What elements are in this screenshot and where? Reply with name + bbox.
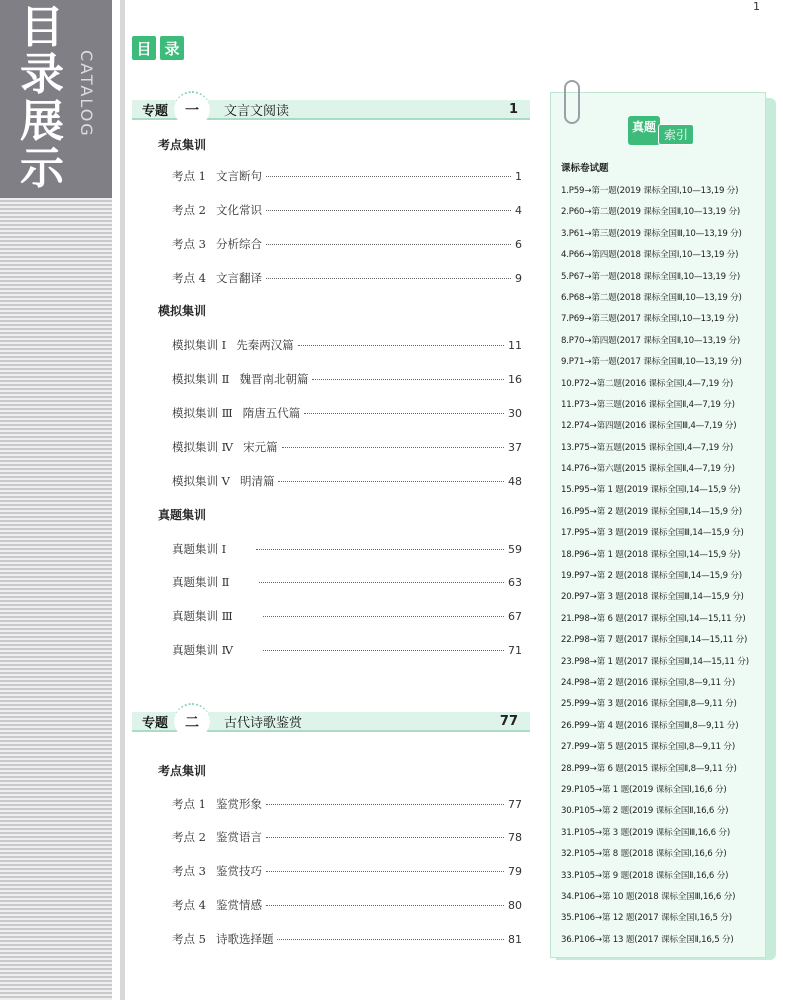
toc-page: 6 — [515, 238, 522, 251]
toc-label: 模拟集训 Ⅳ — [172, 440, 234, 454]
index-item[interactable]: 12.P74→第四题(2016 课标全国Ⅲ,4—7,19 分) — [561, 421, 737, 432]
banner-title-char: 录 — [20, 49, 64, 100]
toc-leader — [278, 481, 504, 482]
toc-entry[interactable] — [172, 371, 522, 387]
index-item[interactable]: 16.P95→第 2 题(2019 课标全国Ⅱ,14—15,9 分) — [561, 506, 742, 517]
toc-entry[interactable] — [172, 405, 522, 421]
toc-label: 考点 3 — [172, 237, 206, 251]
toc-leader — [259, 582, 504, 583]
index-item[interactable]: 3.P61→第三题(2019 课标全国Ⅲ,10—13,19 分) — [561, 228, 742, 239]
topic-page: 77 — [499, 713, 518, 729]
index-item[interactable]: 6.P68→第二题(2018 课标全国Ⅲ,10—13,19 分) — [561, 292, 742, 303]
toc-label: 模拟集训 Ⅴ — [172, 474, 230, 488]
toc-entry[interactable] — [172, 270, 522, 286]
toc-page: 77 — [508, 798, 522, 811]
index-item[interactable]: 20.P97→第 3 题(2018 课标全国Ⅲ,14—15,9 分) — [561, 592, 744, 603]
toc-label: 模拟集训 Ⅲ — [172, 406, 233, 420]
index-item[interactable]: 22.P98→第 7 题(2017 课标全国Ⅱ,14—15,11 分) — [561, 635, 748, 646]
toc-entry[interactable] — [172, 642, 522, 658]
page-divider — [120, 0, 125, 1000]
toc-entry[interactable] — [172, 796, 522, 812]
toc-leader — [304, 413, 504, 414]
toc-page: 30 — [508, 407, 522, 420]
topic-header — [132, 712, 530, 732]
toc-label: 考点 3 — [172, 864, 206, 878]
toc-entry[interactable] — [172, 931, 522, 947]
toc-leader — [277, 939, 504, 940]
section-title: 模拟集训 — [158, 304, 207, 318]
toc-title: 先秦两汉篇 — [236, 338, 294, 352]
banner-title-char: 展 — [20, 96, 64, 147]
index-item[interactable]: 28.P99→第 6 题(2015 课标全国Ⅱ,8—9,11 分) — [561, 763, 737, 774]
toc-label: 考点 2 — [172, 830, 206, 844]
index-item[interactable]: 24.P98→第 2 题(2016 课标全国Ⅰ,8—9,11 分) — [561, 677, 735, 688]
index-item[interactable]: 9.P71→第一题(2017 课标全国Ⅲ,10—13,19 分) — [561, 357, 742, 368]
toc-title: 文言断句 — [215, 169, 262, 183]
index-subtitle: 课标卷试题 — [561, 163, 609, 174]
toc-page: 80 — [508, 899, 522, 912]
topic-number: 一 — [174, 91, 210, 127]
toc-entry[interactable] — [172, 574, 522, 590]
toc-page: 37 — [508, 441, 522, 454]
index-item[interactable]: 23.P98→第 1 题(2017 课标全国Ⅲ,14—15,11 分) — [561, 656, 749, 667]
toc-title: 鉴赏形象 — [215, 797, 262, 811]
toc-label: 真题集训 Ⅲ — [172, 609, 233, 623]
topic-page: 1 — [508, 101, 518, 117]
section-title: 真题集训 — [158, 508, 207, 522]
toc-page: 63 — [508, 576, 522, 589]
index-item[interactable]: 31.P105→第 3 题(2019 课标全国Ⅲ,16,6 分) — [561, 827, 730, 838]
toc-page: 71 — [508, 644, 522, 657]
toc-title: 文化常识 — [215, 203, 262, 217]
index-title — [628, 116, 694, 145]
index-item[interactable]: 11.P73→第三题(2016 课标全国Ⅱ,4—7,19 分) — [561, 399, 735, 410]
index-item[interactable]: 10.P72→第二题(2016 课标全国Ⅰ,4—7,19 分) — [561, 378, 734, 389]
index-item[interactable]: 13.P75→第五题(2015 课标全国Ⅰ,4—7,19 分) — [561, 442, 734, 453]
toc-entry[interactable] — [172, 829, 522, 845]
toc-title: 诗歌选择题 — [215, 932, 274, 946]
index-item[interactable]: 1.P59→第一题(2019 课标全国Ⅰ,10—13,19 分) — [561, 186, 739, 196]
toc-entry[interactable] — [172, 337, 522, 353]
toc-title: 鉴赏情感 — [215, 898, 262, 912]
toc-leader — [266, 244, 511, 245]
toc-label: 考点 4 — [172, 898, 206, 912]
toc-label: 真题集训 Ⅳ — [172, 643, 234, 657]
toc-page: 11 — [508, 339, 522, 352]
toc-title: 鉴赏技巧 — [215, 864, 262, 878]
toc-leader — [282, 447, 504, 448]
toc-page: 81 — [508, 933, 522, 946]
topic-title: 古代诗歌鉴赏 — [224, 715, 303, 731]
toc-page: 67 — [508, 610, 522, 623]
toc-title: 鉴赏语言 — [215, 830, 262, 844]
toc-label: 模拟集训 Ⅰ — [172, 338, 227, 352]
index-item[interactable]: 30.P105→第 2 题(2019 课标全国Ⅱ,16,6 分) — [561, 806, 729, 817]
toc-page: 48 — [508, 475, 522, 488]
toc-page: 9 — [515, 272, 522, 285]
toc-leader — [266, 804, 504, 805]
section-title: 考点集训 — [158, 138, 207, 152]
toc-title: 宋元篇 — [243, 440, 278, 454]
index-item[interactable]: 35.P106→第 12 题(2017 课标全国Ⅰ,16,5 分) — [561, 913, 732, 924]
topic-header — [132, 100, 530, 120]
toc-entry[interactable] — [172, 473, 522, 489]
toc-entry[interactable] — [172, 236, 522, 252]
index-item[interactable]: 36.P106→第 13 题(2017 课标全国Ⅱ,16,5 分) — [561, 934, 734, 945]
index-item[interactable]: 4.P66→第四题(2018 课标全国Ⅰ,10—13,19 分) — [561, 250, 739, 261]
banner-header — [0, 0, 112, 198]
index-item[interactable]: 14.P76→第六题(2015 课标全国Ⅱ,4—7,19 分) — [561, 464, 735, 475]
topic-label: 专题 — [142, 715, 169, 731]
toc-leader — [266, 871, 504, 872]
toc-leader — [263, 650, 504, 651]
toc-leader — [266, 905, 504, 906]
toc-entry[interactable] — [172, 202, 522, 218]
toc-leader — [298, 345, 504, 346]
index-item[interactable]: 18.P96→第 1 题(2018 课标全国Ⅰ,14—15,9 分) — [561, 549, 741, 560]
topic-label: 专题 — [142, 103, 169, 119]
toc-leader — [266, 210, 511, 211]
index-item[interactable]: 19.P97→第 2 题(2018 课标全国Ⅱ,14—15,9 分) — [561, 571, 742, 582]
page-heading — [132, 36, 184, 60]
paperclip-icon — [564, 80, 580, 124]
toc-page: 1 — [515, 170, 522, 183]
toc-label: 真题集训 Ⅱ — [172, 575, 230, 589]
topic-number: 二 — [174, 703, 210, 739]
banner-catalog-text: CATALOG — [77, 50, 96, 138]
index-title-a: 真题 — [628, 116, 660, 145]
index-item[interactable]: 5.P67→第一题(2018 课标全国Ⅱ,10—13,19 分) — [561, 271, 740, 282]
index-list — [561, 184, 761, 954]
page-number: 1 — [753, 0, 760, 13]
index-item[interactable]: 25.P99→第 3 题(2016 课标全国Ⅱ,8—9,11 分) — [561, 699, 737, 710]
toc-leader — [263, 616, 504, 617]
toc-label: 考点 2 — [172, 203, 206, 217]
toc-label: 考点 1 — [172, 797, 206, 811]
index-item[interactable]: 21.P98→第 6 题(2017 课标全国Ⅰ,14—15,11 分) — [561, 613, 746, 624]
toc-entry[interactable] — [172, 863, 522, 879]
index-item[interactable]: 32.P105→第 8 题(2018 课标全国Ⅰ,16,6 分) — [561, 849, 727, 860]
toc-leader — [266, 278, 511, 279]
index-item[interactable]: 34.P106→第 10 题(2018 课标全国Ⅲ,16,6 分) — [561, 891, 736, 902]
toc-title: 文言翻译 — [215, 271, 262, 285]
toc-leader — [256, 549, 504, 550]
index-item[interactable]: 17.P95→第 3 题(2019 课标全国Ⅲ,14—15,9 分) — [561, 528, 744, 539]
index-item[interactable]: 26.P99→第 4 题(2016 课标全国Ⅲ,8—9,11 分) — [561, 720, 739, 731]
toc-label: 考点 1 — [172, 169, 206, 183]
toc-leader — [266, 176, 511, 177]
toc-page: 4 — [515, 204, 522, 217]
toc-label: 真题集训 Ⅰ — [172, 542, 227, 556]
toc-entry[interactable] — [172, 897, 522, 913]
banner-title-char: 示 — [20, 143, 64, 194]
toc-entry[interactable] — [172, 608, 522, 624]
banner-title-char: 目 — [20, 2, 64, 53]
heading-char: 目 — [132, 36, 156, 60]
toc-leader — [266, 837, 504, 838]
toc-title: 魏晋南北朝篇 — [239, 372, 309, 386]
index-item[interactable]: 29.P105→第 1 题(2019 课标全国Ⅰ,16,6 分) — [561, 784, 727, 795]
toc-entry[interactable] — [172, 439, 522, 455]
toc-title: 隋唐五代篇 — [242, 406, 301, 420]
topic-title: 文言文阅读 — [224, 103, 290, 119]
index-item[interactable]: 2.P60→第二题(2019 课标全国Ⅱ,10—13,19 分) — [561, 207, 740, 218]
toc-label: 模拟集训 Ⅱ — [172, 372, 230, 386]
toc-page: 79 — [508, 865, 522, 878]
toc-page: 78 — [508, 831, 522, 844]
toc-label: 考点 5 — [172, 932, 206, 946]
toc-entry[interactable] — [172, 541, 522, 557]
toc-page: 59 — [508, 543, 522, 556]
index-item[interactable]: 33.P105→第 9 题(2018 课标全国Ⅱ,16,6 分) — [561, 870, 729, 881]
toc-title: 分析综合 — [215, 237, 262, 251]
banner-title — [20, 4, 80, 192]
toc-entry[interactable] — [172, 168, 522, 184]
index-item[interactable]: 27.P99→第 5 题(2015 课标全国Ⅰ,8—9,11 分) — [561, 742, 735, 753]
section-title: 考点集训 — [158, 764, 207, 778]
index-item[interactable]: 8.P70→第四题(2017 课标全国Ⅱ,10—13,19 分) — [561, 335, 740, 346]
index-item[interactable]: 15.P95→第 1 题(2019 课标全国Ⅰ,14—15,9 分) — [561, 485, 741, 496]
toc-label: 考点 4 — [172, 271, 206, 285]
toc-title: 明清篇 — [239, 474, 275, 488]
toc-leader — [312, 379, 504, 380]
heading-char: 录 — [160, 36, 184, 60]
index-title-b: 索引 — [658, 124, 694, 145]
index-item[interactable]: 7.P69→第三题(2017 课标全国Ⅰ,10—13,19 分) — [561, 314, 739, 325]
toc-page: 16 — [508, 373, 522, 386]
